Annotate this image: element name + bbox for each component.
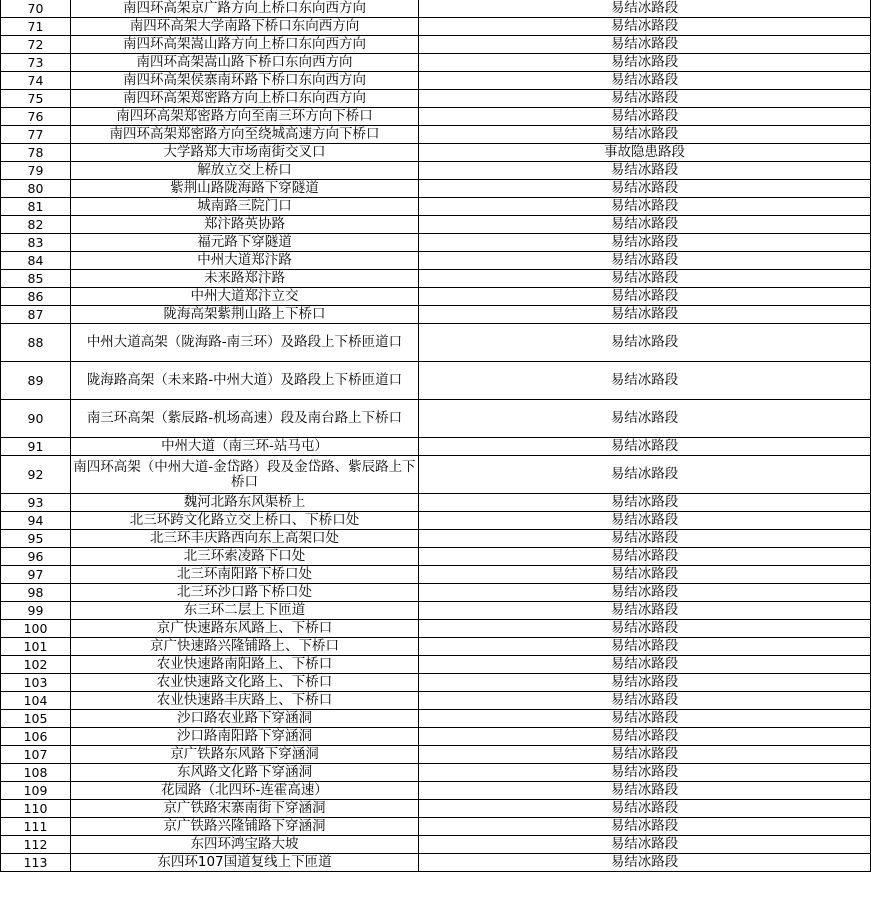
location-cell[interactable]: 北三环跨文化路立交上桥口、下桥口处	[71, 512, 419, 530]
hazard-type-cell[interactable]: 易结冰路段	[419, 746, 871, 764]
row-number-cell[interactable]: 73	[1, 54, 71, 72]
table-row	[1, 638, 871, 656]
row-number-cell[interactable]: 77	[1, 126, 71, 144]
hazard-type-cell[interactable]: 易结冰路段	[419, 800, 871, 818]
row-number-cell[interactable]: 98	[1, 584, 71, 602]
hazard-type-cell[interactable]: 易结冰路段	[419, 162, 871, 180]
hazard-type-cell[interactable]: 易结冰路段	[419, 198, 871, 216]
table-row	[1, 54, 871, 72]
hazard-type-cell[interactable]: 易结冰路段	[419, 674, 871, 692]
location-cell[interactable]: 南四环高架郑密路方向至南三环方向下桥口	[71, 108, 419, 126]
table-row	[1, 306, 871, 324]
row-number-cell[interactable]: 75	[1, 90, 71, 108]
hazard-type-cell[interactable]: 易结冰路段	[419, 782, 871, 800]
row-number-cell[interactable]: 105	[1, 710, 71, 728]
row-number-cell[interactable]: 87	[1, 306, 71, 324]
location-cell[interactable]: 南四环高架京广路方向上桥口东向西方向	[71, 0, 419, 18]
location-cell[interactable]: 郑汴路英协路	[71, 216, 419, 234]
table-row	[1, 162, 871, 180]
table-row	[1, 234, 871, 252]
table-row	[1, 36, 871, 54]
table-row	[1, 456, 871, 494]
table-row	[1, 494, 871, 512]
table-row	[1, 836, 871, 854]
location-cell[interactable]: 紫荆山路陇海路下穿隧道	[71, 180, 419, 198]
location-cell[interactable]: 南四环高架大学南路下桥口东向西方向	[71, 18, 419, 36]
row-number-cell[interactable]: 106	[1, 728, 71, 746]
hazard-type-cell[interactable]: 易结冰路段	[419, 512, 871, 530]
location-cell[interactable]: 农业快速路南阳路上、下桥口	[71, 656, 419, 674]
row-number-cell[interactable]: 88	[1, 324, 71, 362]
location-cell[interactable]: 中州大道郑汴立交	[71, 288, 419, 306]
hazard-type-cell[interactable]: 易结冰路段	[419, 252, 871, 270]
row-number-cell[interactable]: 94	[1, 512, 71, 530]
location-cell[interactable]: 农业快速路文化路上、下桥口	[71, 674, 419, 692]
table-row	[1, 602, 871, 620]
hazard-type-cell[interactable]: 易结冰路段	[419, 216, 871, 234]
hazard-type-cell[interactable]: 易结冰路段	[419, 90, 871, 108]
row-number-cell[interactable]: 97	[1, 566, 71, 584]
table-row	[1, 746, 871, 764]
location-cell[interactable]: 北三环沙口路下桥口处	[71, 584, 419, 602]
location-cell[interactable]: 京广铁路兴隆铺路下穿涵洞	[71, 818, 419, 836]
row-number-cell[interactable]: 74	[1, 72, 71, 90]
row-number-cell[interactable]: 70	[1, 0, 71, 18]
hazard-type-cell[interactable]: 易结冰路段	[419, 456, 871, 494]
hazard-type-cell[interactable]: 易结冰路段	[419, 324, 871, 362]
table-row	[1, 324, 871, 362]
location-cell[interactable]: 南四环高架（中州大道-金岱路）段及金岱路、紫辰路上下桥口	[71, 456, 419, 494]
table-row	[1, 72, 871, 90]
hazard-type-cell[interactable]: 易结冰路段	[419, 288, 871, 306]
location-cell[interactable]: 京广铁路东风路下穿涵洞	[71, 746, 419, 764]
hazard-type-cell[interactable]: 易结冰路段	[419, 710, 871, 728]
table-row	[1, 854, 871, 872]
hazard-type-cell[interactable]: 易结冰路段	[419, 764, 871, 782]
hazard-type-cell[interactable]: 易结冰路段	[419, 836, 871, 854]
table-row	[1, 620, 871, 638]
table-row	[1, 144, 871, 162]
location-cell[interactable]: 沙口路南阳路下穿涵洞	[71, 728, 419, 746]
row-number-cell[interactable]: 102	[1, 656, 71, 674]
location-cell[interactable]: 南四环高架嵩山路下桥口东向西方向	[71, 54, 419, 72]
hazard-type-cell[interactable]: 事故隐患路段	[419, 144, 871, 162]
row-number-cell[interactable]: 93	[1, 494, 71, 512]
location-cell[interactable]: 东四环鸿宝路大坡	[71, 836, 419, 854]
table-row	[1, 656, 871, 674]
location-cell[interactable]: 陇海高架紫荆山路上下桥口	[71, 306, 419, 324]
table-row	[1, 782, 871, 800]
hazard-type-cell[interactable]: 易结冰路段	[419, 180, 871, 198]
row-number-cell[interactable]: 89	[1, 362, 71, 400]
hazard-type-cell[interactable]: 易结冰路段	[419, 438, 871, 456]
hazard-type-cell[interactable]: 易结冰路段	[419, 530, 871, 548]
location-cell[interactable]: 魏河北路东风渠桥上	[71, 494, 419, 512]
hazard-type-cell[interactable]: 易结冰路段	[419, 400, 871, 438]
hazard-type-cell[interactable]: 易结冰路段	[419, 548, 871, 566]
table-row	[1, 108, 871, 126]
hazard-type-cell[interactable]: 易结冰路段	[419, 108, 871, 126]
row-number-cell[interactable]: 100	[1, 620, 71, 638]
location-cell[interactable]: 北三环索凌路下口处	[71, 548, 419, 566]
hazard-type-cell[interactable]: 易结冰路段	[419, 638, 871, 656]
row-number-cell[interactable]: 83	[1, 234, 71, 252]
hazard-type-cell[interactable]: 易结冰路段	[419, 494, 871, 512]
row-number-cell[interactable]: 90	[1, 400, 71, 438]
table-row	[1, 530, 871, 548]
location-cell[interactable]: 南四环高架侯寨南环路下桥口东向西方向	[71, 72, 419, 90]
hazard-type-cell[interactable]: 易结冰路段	[419, 126, 871, 144]
location-cell[interactable]: 南三环高架（紫辰路-机场高速）段及南台路上下桥口	[71, 400, 419, 438]
table-row	[1, 180, 871, 198]
table-row	[1, 216, 871, 234]
row-number-cell[interactable]: 111	[1, 818, 71, 836]
location-cell[interactable]: 京广铁路宋寨南街下穿涵洞	[71, 800, 419, 818]
hazard-type-cell[interactable]: 易结冰路段	[419, 692, 871, 710]
row-number-cell[interactable]: 113	[1, 854, 71, 872]
table-body	[1, 0, 871, 872]
location-cell[interactable]: 中州大道郑汴路	[71, 252, 419, 270]
hazard-type-cell[interactable]: 易结冰路段	[419, 36, 871, 54]
table-row	[1, 252, 871, 270]
location-cell[interactable]: 中州大道高架（陇海路-南三环）及路段上下桥匝道口	[71, 324, 419, 362]
hazard-type-cell[interactable]: 易结冰路段	[419, 818, 871, 836]
row-number-cell[interactable]: 91	[1, 438, 71, 456]
row-number-cell[interactable]: 112	[1, 836, 71, 854]
location-cell[interactable]: 东四环107国道复线上下匝道	[71, 854, 419, 872]
location-cell[interactable]: 南四环高架嵩山路方向上桥口东向西方向	[71, 36, 419, 54]
hazard-type-cell[interactable]: 易结冰路段	[419, 54, 871, 72]
row-number-cell[interactable]: 84	[1, 252, 71, 270]
location-cell[interactable]: 城南路三院门口	[71, 198, 419, 216]
hazard-type-cell[interactable]: 易结冰路段	[419, 270, 871, 288]
table-row	[1, 400, 871, 438]
location-cell[interactable]: 东风路文化路下穿涵洞	[71, 764, 419, 782]
hazard-type-cell[interactable]: 易结冰路段	[419, 656, 871, 674]
location-cell[interactable]: 花园路（北四环-连霍高速）	[71, 782, 419, 800]
location-cell[interactable]: 北三环南阳路下桥口处	[71, 566, 419, 584]
hazard-type-cell[interactable]: 易结冰路段	[419, 566, 871, 584]
row-number-cell[interactable]: 107	[1, 746, 71, 764]
row-number-cell[interactable]: 85	[1, 270, 71, 288]
hazard-type-cell[interactable]: 易结冰路段	[419, 0, 871, 18]
table-row	[1, 18, 871, 36]
table-row	[1, 438, 871, 456]
table-row	[1, 566, 871, 584]
row-number-cell[interactable]: 79	[1, 162, 71, 180]
table-row	[1, 512, 871, 530]
hazard-type-cell[interactable]: 易结冰路段	[419, 728, 871, 746]
table-row	[1, 764, 871, 782]
table-row	[1, 0, 871, 18]
table-row	[1, 126, 871, 144]
location-cell[interactable]: 福元路下穿隧道	[71, 234, 419, 252]
row-number-cell[interactable]: 96	[1, 548, 71, 566]
location-cell[interactable]: 未来路郑汴路	[71, 270, 419, 288]
location-cell[interactable]: 南四环高架郑密路方向上桥口东向西方向	[71, 90, 419, 108]
row-number-cell[interactable]: 104	[1, 692, 71, 710]
row-number-cell[interactable]: 101	[1, 638, 71, 656]
hazard-type-cell[interactable]: 易结冰路段	[419, 306, 871, 324]
row-number-cell[interactable]: 86	[1, 288, 71, 306]
table-row	[1, 198, 871, 216]
table-row	[1, 584, 871, 602]
row-number-cell[interactable]: 109	[1, 782, 71, 800]
row-number-cell[interactable]: 71	[1, 18, 71, 36]
hazard-type-cell[interactable]: 易结冰路段	[419, 584, 871, 602]
row-number-cell[interactable]: 110	[1, 800, 71, 818]
row-number-cell[interactable]: 78	[1, 144, 71, 162]
table-row	[1, 270, 871, 288]
table-row	[1, 288, 871, 306]
location-cell[interactable]: 大学路郑大市场南街交叉口	[71, 144, 419, 162]
row-number-cell[interactable]: 103	[1, 674, 71, 692]
row-number-cell[interactable]: 95	[1, 530, 71, 548]
row-number-cell[interactable]: 80	[1, 180, 71, 198]
hazard-type-cell[interactable]: 易结冰路段	[419, 362, 871, 400]
location-cell[interactable]: 陇海路高架（未来路-中州大道）及路段上下桥匝道口	[71, 362, 419, 400]
row-number-cell[interactable]: 99	[1, 602, 71, 620]
location-cell[interactable]: 北三环丰庆路西向东上高架口处	[71, 530, 419, 548]
row-number-cell[interactable]: 82	[1, 216, 71, 234]
table-row	[1, 710, 871, 728]
location-cell[interactable]: 农业快速路丰庆路上、下桥口	[71, 692, 419, 710]
table-row	[1, 674, 871, 692]
hazard-type-cell[interactable]: 易结冰路段	[419, 234, 871, 252]
hazard-type-cell[interactable]: 易结冰路段	[419, 620, 871, 638]
hazard-type-cell[interactable]: 易结冰路段	[419, 602, 871, 620]
hazard-type-cell[interactable]: 易结冰路段	[419, 72, 871, 90]
location-cell[interactable]: 京广快速路兴隆铺路上、下桥口	[71, 638, 419, 656]
location-cell[interactable]: 京广快速路东风路上、下桥口	[71, 620, 419, 638]
table-row	[1, 728, 871, 746]
table-row	[1, 362, 871, 400]
table-row	[1, 800, 871, 818]
row-number-cell[interactable]: 92	[1, 456, 71, 494]
hazard-type-cell[interactable]: 易结冰路段	[419, 854, 871, 872]
table-row	[1, 818, 871, 836]
row-number-cell[interactable]: 81	[1, 198, 71, 216]
location-cell[interactable]: 解放立交上桥口	[71, 162, 419, 180]
row-number-cell[interactable]: 108	[1, 764, 71, 782]
table-row	[1, 548, 871, 566]
row-number-cell[interactable]: 76	[1, 108, 71, 126]
location-cell[interactable]: 东三环二层上下匝道	[71, 602, 419, 620]
location-cell[interactable]: 沙口路农业路下穿涵洞	[71, 710, 419, 728]
hazard-type-cell[interactable]: 易结冰路段	[419, 18, 871, 36]
table-row	[1, 90, 871, 108]
row-number-cell[interactable]: 72	[1, 36, 71, 54]
location-cell[interactable]: 中州大道（南三环-站马屯）	[71, 438, 419, 456]
table-row	[1, 692, 871, 710]
location-cell[interactable]: 南四环高架郑密路方向至绕城高速方向下桥口	[71, 126, 419, 144]
